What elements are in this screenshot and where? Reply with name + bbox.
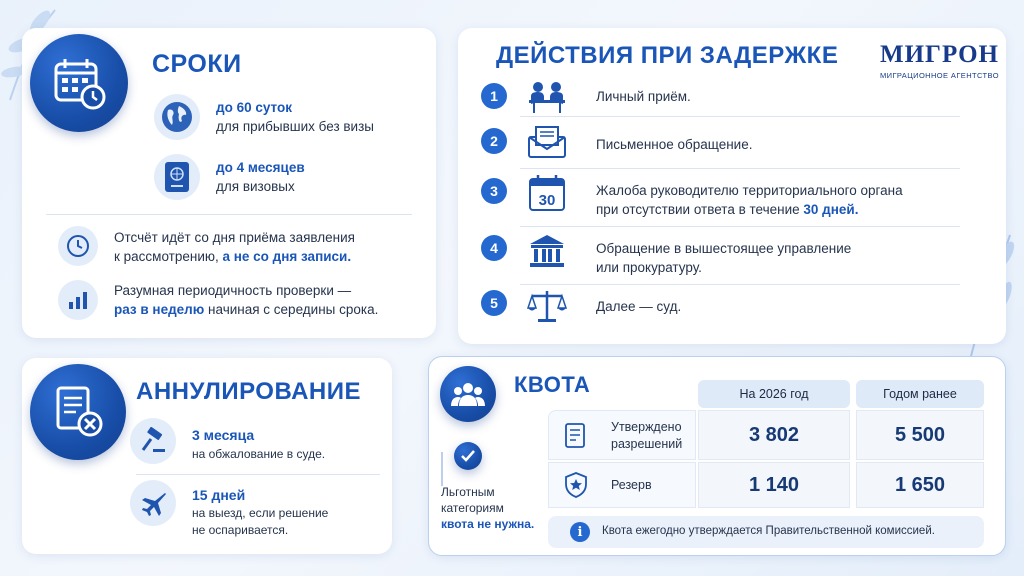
quota-row-label-1 bbox=[548, 410, 696, 460]
step-1-number: 1 bbox=[481, 83, 507, 109]
step-divider-3 bbox=[520, 226, 960, 227]
quota-info-bar bbox=[548, 516, 984, 548]
terms-note-2-highlight: раз в неделю bbox=[114, 302, 205, 317]
quota-row-1-label: Утверждено разрешений bbox=[611, 420, 683, 451]
quota-row-label-2 bbox=[548, 462, 696, 508]
step-divider-2 bbox=[520, 168, 960, 169]
passport-icon bbox=[154, 154, 200, 200]
government-building-icon bbox=[526, 232, 568, 270]
calendar-clock-icon bbox=[30, 34, 128, 132]
quota-row-2-value-prev: 1 650 bbox=[856, 462, 984, 508]
quota-side-line3: квота не нужна. bbox=[441, 517, 535, 531]
quota-col-header-2026: На 2026 год bbox=[698, 380, 850, 408]
quota-row-1-value-prev: 5 500 bbox=[856, 410, 984, 460]
terms-divider bbox=[46, 214, 412, 215]
step-2-number: 2 bbox=[481, 128, 507, 154]
quota-row-2-label: Резерв bbox=[611, 478, 652, 492]
calendar-30-icon bbox=[526, 174, 568, 212]
step-divider-4 bbox=[520, 284, 960, 285]
check-badge-icon bbox=[454, 442, 482, 470]
quota-side-line2: категориям bbox=[441, 501, 504, 515]
step-3-line2: при отсутствии ответа в течение 30 дней. bbox=[596, 202, 859, 217]
step-4-number: 4 bbox=[481, 235, 507, 261]
step-5-text: Далее — суд. bbox=[596, 299, 682, 314]
annul-divider bbox=[136, 474, 380, 475]
terms-item-2-strong: до 4 месяцев bbox=[216, 160, 305, 175]
gavel-icon bbox=[130, 418, 176, 464]
envelope-icon bbox=[526, 123, 568, 161]
terms-item-2-text: для визовых bbox=[216, 179, 295, 194]
annul-item-2-text: на выезд, если решение bbox=[192, 506, 329, 520]
annul-item-2-text2: не оспаривается. bbox=[192, 523, 289, 537]
quota-row-2-value-2026: 1 140 bbox=[698, 462, 850, 508]
terms-item-1-text: для прибывших без визы bbox=[216, 119, 374, 134]
terms-note-1-line2: к рассмотрению, а не со дня записи. bbox=[114, 249, 352, 264]
annul-item-1-text: на обжалование в суде. bbox=[192, 447, 326, 461]
document-cancel-icon bbox=[30, 364, 126, 460]
terms-note-2 bbox=[114, 281, 378, 319]
step-1-text: Личный приём. bbox=[596, 89, 691, 104]
annul-item-1-strong: 3 месяца bbox=[192, 427, 255, 443]
step-4-line2: или прокуратуру. bbox=[596, 260, 702, 275]
terms-note-1 bbox=[114, 228, 355, 266]
airplane-icon bbox=[130, 480, 176, 526]
step-3-line1: Жалоба руководителю территориального органа bbox=[596, 183, 903, 198]
calendar-30-label: 30 bbox=[538, 192, 556, 209]
step-4-line1: Обращение в вышестоящее управление bbox=[596, 241, 852, 256]
terms-item-1 bbox=[216, 98, 374, 136]
meeting-icon bbox=[526, 78, 568, 116]
step-5-number: 5 bbox=[481, 290, 507, 316]
quota-info-text: Квота ежегодно утверждается Правительственной комиссией. bbox=[602, 525, 935, 537]
document-icon bbox=[565, 423, 587, 449]
step-3-text bbox=[596, 181, 903, 219]
step-3-number: 3 bbox=[481, 178, 507, 204]
annul-item-2 bbox=[192, 486, 328, 539]
quota-side-line1: Льготным bbox=[441, 485, 495, 499]
clock-icon bbox=[58, 226, 98, 266]
delay-title: ДЕЙСТВИЯ ПРИ ЗАДЕРЖКЕ bbox=[496, 42, 839, 69]
annul-item-1 bbox=[192, 426, 325, 464]
terms-item-2 bbox=[216, 158, 305, 196]
terms-note-2-line1: Разумная периодичность проверки — bbox=[114, 283, 352, 298]
quota-row-1-value-2026: 3 802 bbox=[698, 410, 850, 460]
annul-item-2-strong: 15 дней bbox=[192, 487, 246, 503]
annul-title: АННУЛИРОВАНИЕ bbox=[136, 378, 362, 405]
step-4-text bbox=[596, 239, 851, 277]
quota-col-header-prev: Годом ранее bbox=[856, 380, 984, 408]
brand-logo bbox=[880, 42, 999, 80]
group-icon bbox=[440, 366, 496, 422]
terms-title: СРОКИ bbox=[152, 50, 242, 78]
quota-side-bar bbox=[441, 452, 443, 486]
step-2-text: Письменное обращение. bbox=[596, 137, 753, 152]
scales-icon bbox=[526, 287, 568, 325]
bar-chart-icon bbox=[58, 280, 98, 320]
terms-item-1-strong: до 60 суток bbox=[216, 100, 292, 115]
terms-note-1-highlight: а не со дня записи. bbox=[222, 249, 352, 264]
quota-side-note bbox=[441, 484, 534, 532]
info-icon: i bbox=[570, 522, 590, 542]
terms-note-1-line1: Отсчёт идёт со дня приёма заявления bbox=[114, 230, 355, 245]
step-3-highlight: 30 дней. bbox=[803, 202, 859, 217]
brand-tagline: МИГРАЦИОННОЕ АГЕНТСТВО bbox=[880, 71, 999, 80]
globe-icon bbox=[154, 94, 200, 140]
brand-name: МИГРОН bbox=[880, 41, 999, 68]
step-divider-1 bbox=[520, 116, 960, 117]
terms-note-2-line2: раз в неделю начиная с середины срока. bbox=[114, 302, 379, 317]
shield-star-icon bbox=[565, 472, 587, 498]
quota-title: КВОТА bbox=[514, 372, 591, 397]
